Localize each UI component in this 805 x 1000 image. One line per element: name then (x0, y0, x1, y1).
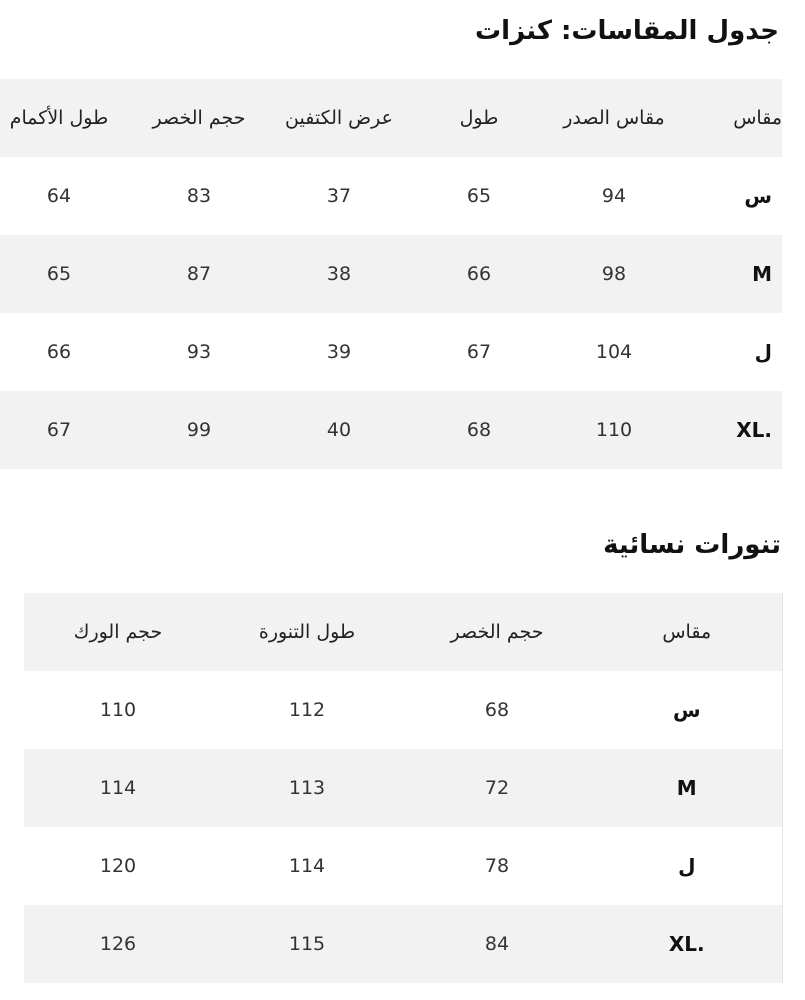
cell-waist: 78 (484, 855, 510, 877)
cell-shoulder: 40 (326, 419, 352, 441)
cell-hip: 110 (99, 699, 137, 721)
cell-shoulder: 37 (326, 185, 352, 207)
cell-size: ل (678, 854, 696, 878)
header-hip: حجم الورك (73, 621, 163, 643)
cell-waist: 93 (186, 341, 212, 363)
cell-skirt-length: 113 (288, 777, 326, 799)
cell-chest: 110 (595, 419, 633, 441)
table-header-row (24, 593, 782, 671)
cell-sleeve: 66 (46, 341, 72, 363)
header-waist: حجم الخصر (152, 107, 246, 129)
cell-waist: 99 (186, 419, 212, 441)
cell-hip: 114 (99, 777, 137, 799)
table-header-row (0, 79, 782, 157)
cell-size: ل (754, 340, 772, 364)
cell-shoulder: 39 (326, 341, 352, 363)
cell-length: 67 (466, 341, 492, 363)
skirts-size-chart-title: تنورات نسائية (603, 530, 781, 560)
cell-size: س (672, 698, 701, 722)
table-row (0, 313, 782, 391)
cell-sleeve: 65 (46, 263, 72, 285)
table-row (0, 235, 782, 313)
header-waist: حجم الخصر (450, 621, 544, 643)
cell-waist: 72 (484, 777, 510, 799)
cell-chest: 94 (601, 185, 627, 207)
cell-sleeve: 64 (46, 185, 72, 207)
header-skirt-length: طول التنورة (258, 621, 356, 643)
header-chest: مقاس الصدر (563, 107, 665, 129)
header-length: طول (459, 107, 499, 129)
table-row (24, 671, 782, 749)
tops-size-chart-title: جدول المقاسات: كنزات (475, 16, 779, 46)
header-size: مقاس (733, 107, 782, 129)
header-shoulder-width: عرض الكتفين (285, 107, 393, 129)
header-sleeve-length: طول الأكمام (9, 107, 109, 129)
table-row (0, 157, 782, 235)
cell-size: س (744, 184, 772, 208)
cell-size: XL. (736, 418, 772, 442)
header-size: مقاس (662, 621, 712, 643)
cell-shoulder: 38 (326, 263, 352, 285)
table-row (24, 749, 782, 827)
cell-waist: 68 (484, 699, 510, 721)
table-row (0, 391, 782, 469)
cell-chest: 98 (601, 263, 627, 285)
table-row (24, 905, 782, 983)
tops-size-table (0, 79, 782, 469)
cell-skirt-length: 112 (288, 699, 326, 721)
cell-length: 68 (466, 419, 492, 441)
cell-skirt-length: 114 (288, 855, 326, 877)
cell-waist: 87 (186, 263, 212, 285)
cell-length: 65 (466, 185, 492, 207)
cell-skirt-length: 115 (288, 933, 326, 955)
cell-size: M (752, 262, 772, 286)
table-row (24, 827, 782, 905)
cell-sleeve: 67 (46, 419, 72, 441)
cell-size: M (676, 776, 697, 800)
cell-length: 66 (466, 263, 492, 285)
cell-waist: 83 (186, 185, 212, 207)
cell-hip: 126 (99, 933, 137, 955)
cell-hip: 120 (99, 855, 137, 877)
cell-waist: 84 (484, 933, 510, 955)
skirts-size-table (24, 593, 783, 983)
cell-size: XL. (668, 932, 705, 956)
cell-chest: 104 (595, 341, 633, 363)
